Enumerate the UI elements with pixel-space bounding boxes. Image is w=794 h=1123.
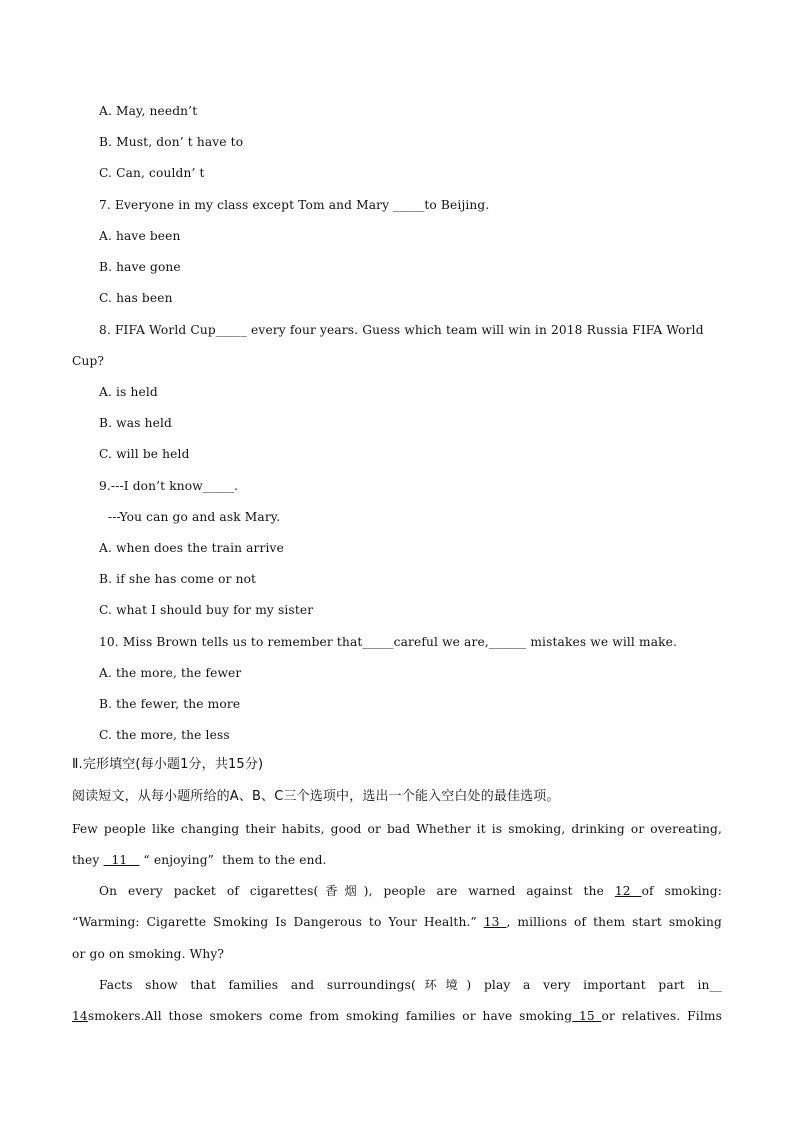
q7-stem: 7. Everyone in my class except Tom and Mary _____to Beijing.: [99, 198, 490, 212]
q9-stem-line1: 9.---I don’t know_____.: [99, 479, 239, 493]
q9-option-b: B. if she has come or not: [99, 572, 257, 586]
passage-p1-line2: they 11 “ enjoying” them to the end.: [72, 853, 327, 867]
q8-option-c: C. will be held: [99, 447, 190, 461]
q10-option-b: B. the fewer, the more: [99, 697, 241, 711]
q8-option-b: B. was held: [99, 416, 172, 430]
blank-12: 12: [614, 884, 642, 898]
passage-p2-line1: On every packet of cigarettes(香烟), people are warned against the 12 of smoking:: [99, 884, 722, 898]
passage-p2-line3: or go on smoking. Why?: [72, 947, 225, 961]
section-instruction: 阅读短文，从每小题所给的A、B、C三个选项中，选出一个能入空白处的最佳选项。: [72, 789, 560, 804]
q8-stem-line1: 8. FIFA World Cup_____ every four years. Guess which team will win in 2018 Russia FIFA World: [99, 323, 704, 337]
q7-option-b: B. have gone: [99, 260, 181, 274]
q9-stem-line2: ---You can go and ask Mary.: [104, 510, 281, 524]
passage-p3-line1: Facts show that families and surroundings(环境) play a very important part in__: [99, 978, 722, 992]
q7-option-a: A. have been: [99, 229, 181, 243]
q10-stem: 10. Miss Brown tells us to remember that_____careful we are,______ mistakes we will make.: [99, 635, 678, 649]
section-heading: Ⅱ.完形填空(每小题1分，共15分): [72, 757, 264, 772]
passage-p2-line2: “Warming: Cigarette Smoking Is Dangerous to Your Health.” 13 , millions of them start smoking: [72, 915, 722, 929]
blank-13: 13: [483, 915, 507, 929]
passage-p1-line1: Few people like changing their habits, good or bad Whether it is smoking, drinking or overeating,: [72, 822, 722, 836]
passage-p3-line2: 14smokers.All those smokers come from smoking families or have smoking 15 or relatives. Films: [72, 1009, 722, 1023]
blank-15: 15: [572, 1009, 602, 1023]
q8-stem-line2: Cup?: [72, 354, 105, 368]
q6-option-b: B. Must, don’ t have to: [99, 135, 244, 149]
blank-11: 11: [103, 853, 140, 867]
q7-option-c: C. has been: [99, 291, 173, 305]
blank-14: 14: [72, 1009, 88, 1023]
q6-option-c: C. Can, couldn’ t: [99, 166, 205, 180]
q10-option-a: A. the more, the fewer: [99, 666, 242, 680]
q10-option-c: C. the more, the less: [99, 728, 230, 742]
q6-option-a: A. May, needn’t: [99, 104, 198, 118]
q9-option-a: A. when does the train arrive: [99, 541, 284, 555]
q9-option-c: C. what I should buy for my sister: [99, 603, 314, 617]
q8-option-a: A. is held: [99, 385, 158, 399]
